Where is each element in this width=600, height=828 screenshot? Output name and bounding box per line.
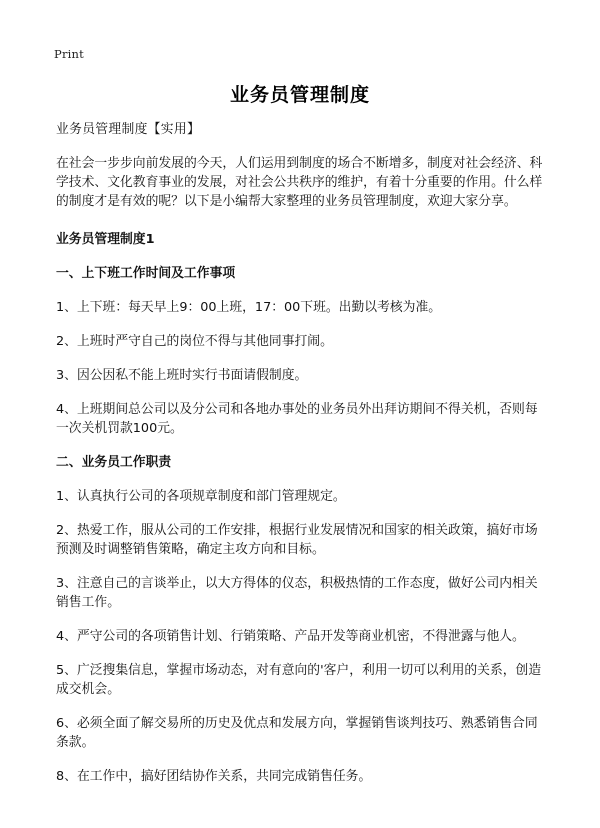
list-item: 8、在工作中，搞好团结协作关系，共同完成销售任务。 xyxy=(56,769,372,784)
list-item: 5、广泛搜集信息，掌握市场动态，对有意向的'客户，利用一切可以利用的关系，创造成交机会。 xyxy=(56,663,542,697)
list-item: 2、热爱工作，服从公司的工作安排，根据行业发展情况和国家的相关政策，搞好市场预测及时调整销售策略，确定主攻方向和目标。 xyxy=(56,523,538,557)
list-item: 4、严守公司的各项销售计划、行销策略、产品开发等商业机密，不得泄露与他人。 xyxy=(56,629,525,644)
list-item: 1、上下班：每天早上9：00上班，17：00下班。出勤以考核为准。 xyxy=(56,300,442,315)
heading-duties: 二、业务员工作职责 xyxy=(56,455,172,470)
list-item: 1、认真执行公司的各项规章制度和部门管理规定。 xyxy=(56,489,346,504)
print-label: Print xyxy=(54,47,84,61)
list-item: 4、上班期间总公司以及分公司和各地办事处的业务员外出拜访期间不得关机，否则每一次关机罚款100元。 xyxy=(56,402,538,436)
list-item: 6、必须全面了解交易所的历史及优点和发展方向，掌握销售谈判技巧、熟悉销售合同条款。 xyxy=(56,716,538,750)
page-title: 业务员管理制度 xyxy=(229,84,370,106)
document-body xyxy=(56,120,548,801)
list-item: 2、上班时严守自己的岗位不得与其他同事打闹。 xyxy=(56,334,333,349)
section-title: 业务员管理制度1 xyxy=(56,232,155,247)
document-subtitle: 业务员管理制度【实用】 xyxy=(56,122,201,137)
heading-work-hours: 一、上下班工作时间及工作事项 xyxy=(56,266,236,281)
list-item: 3、注意自己的言谈举止，以大方得体的仪态，积极热情的工作态度，做好公司内相关销售工作。 xyxy=(56,576,538,610)
list-item: 3、因公因私不能上班时实行书面请假制度。 xyxy=(56,368,308,383)
intro-paragraph: 在社会一步步向前发展的今天，人们运用到制度的场合不断增多，制度对社会经济、科学技术、文化教育事业的发展，对社会公共秩序的维护，有着十分重要的作用。什么样的制度才是有效的呢？以下是小编帮大家整理的业务员管理制度，欢迎大家分享。 xyxy=(56,156,543,209)
